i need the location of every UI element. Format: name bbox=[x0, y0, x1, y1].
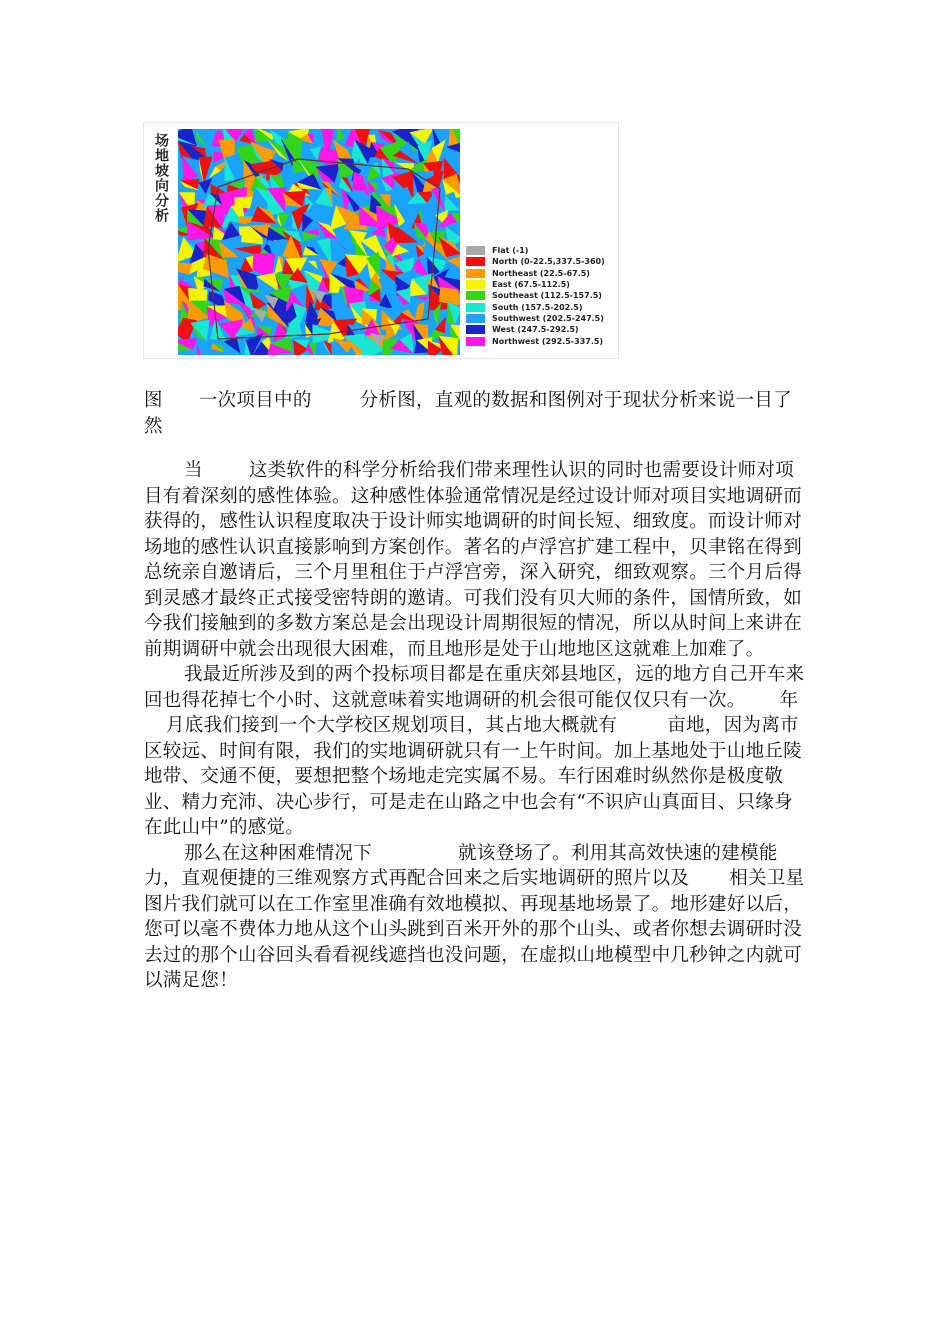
paragraph-2-text-b: 年 bbox=[779, 689, 799, 711]
paragraph-3-text-a: 那么在这种困难情况下 bbox=[184, 842, 373, 864]
legend-item bbox=[466, 268, 605, 279]
figure-vertical-title: 场地坡向分析 bbox=[153, 133, 169, 223]
caption-text-a: 一次项目中的 bbox=[198, 390, 312, 411]
legend-item bbox=[466, 245, 605, 256]
paragraph-2-text-d: 亩地，因为离市区较远、时间有限，我们的实地调研就只有一上午时间。加上基地处于山地丘陵地带、交通不便，要想把整个场地走完实属不易。车行困难时纵然你是极度敬业、精力充沛、决心步行，可是走在山路之中也会有“不识庐山真面目、只缘身在此山中”的感觉。 bbox=[144, 715, 803, 838]
legend-label: Southeast (112.5-157.5) bbox=[492, 291, 602, 301]
legend-item bbox=[466, 324, 605, 335]
paragraph-1 bbox=[144, 458, 810, 662]
figure-caption bbox=[144, 388, 810, 439]
caption-figure-label: 图 bbox=[144, 390, 163, 411]
legend-item bbox=[466, 335, 605, 346]
legend-item bbox=[466, 256, 605, 267]
paragraph-3-text-c: 相关卫星图片我们就可以在工作室里准确有效地模拟、再现基地场景了。地形建好以后，您可以毫不费体力地从这个山头跳到百米开外的那个山头、或者你想去调研时没去过的那个山谷回头看看视线遮挡也没问题，在虚拟山地模型中几秒钟之内就可以满足您！ bbox=[144, 868, 805, 991]
legend-swatch bbox=[466, 269, 485, 278]
legend-item bbox=[466, 290, 605, 301]
legend-label: Northwest (292.5-337.5) bbox=[492, 336, 604, 346]
paragraph-2-text-a: 我最近所涉及到的两个投标项目都是在重庆郊县地区，远的地方自己开车来回也得花掉七个小时、这就意味着实地调研的机会很可能仅仅只有一次。 bbox=[144, 664, 805, 711]
legend-label: Flat (-1) bbox=[492, 246, 529, 256]
legend-label: East (67.5-112.5) bbox=[492, 280, 570, 290]
legend-item bbox=[466, 301, 605, 312]
paragraph-1-lead: 当 bbox=[184, 460, 203, 481]
aspect-legend bbox=[466, 245, 605, 347]
caption-text-b: 分析图，直观的数据和图例对于现状分析来说一目了然 bbox=[144, 390, 793, 437]
legend-label: Southwest (202.5-247.5) bbox=[492, 313, 604, 323]
legend-swatch bbox=[466, 246, 485, 255]
aspect-analysis-figure bbox=[143, 122, 619, 359]
legend-label: North (0-22.5,337.5-360) bbox=[492, 257, 605, 267]
paragraph-2 bbox=[144, 662, 810, 841]
legend-swatch bbox=[466, 303, 485, 312]
legend-swatch bbox=[466, 325, 485, 334]
legend-label: South (157.5-202.5) bbox=[492, 302, 583, 312]
legend-swatch bbox=[466, 314, 485, 323]
legend-swatch bbox=[466, 291, 485, 300]
paragraph-3-text-b: 就该登场了。利用其高效快速的建模能力，直观便捷的三维观察方式再配合回来之后实地调研的照片以及 bbox=[144, 842, 778, 889]
aspect-map bbox=[178, 129, 460, 355]
legend-swatch bbox=[466, 280, 485, 289]
legend-item bbox=[466, 279, 605, 290]
legend-swatch bbox=[466, 257, 485, 266]
paragraph-2-text-c: 月底我们接到一个大学校区规划项目，其占地大概就有 bbox=[166, 715, 618, 736]
paragraph-3 bbox=[144, 841, 810, 994]
legend-item bbox=[466, 313, 605, 324]
paragraph-1-text: 这类软件的科学分析给我们带来理性认识的同时也需要设计师对项目有着深刻的感性体验。这种感性体验通常情况是经过设计师对项目实地调研而获得的，感性认识程度取决于设计师实地调研的时间长短、细致度。而设计师对场地的感性认识直接影响到方案创作。著名的卢浮宫扩建工程中，贝聿铭在得到总统亲自邀请后，三个月里租住于卢浮宫旁，深入研究，细致观察。三个月后得到灵感才最终正式接受密特朗的邀请。可我们没有贝大师的条件，国情所致，如今我们接触到的多数方案总是会出现设计周期很短的情况，所以从时间上来讲在前期调研中就会出现很大困难，而且地形是处于山地地区这就难上加难了。 bbox=[144, 460, 803, 660]
legend-label: Northeast (22.5-67.5) bbox=[492, 268, 590, 278]
legend-label: West (247.5-292.5) bbox=[492, 325, 579, 335]
article-body bbox=[144, 458, 810, 994]
legend-swatch bbox=[466, 337, 485, 346]
